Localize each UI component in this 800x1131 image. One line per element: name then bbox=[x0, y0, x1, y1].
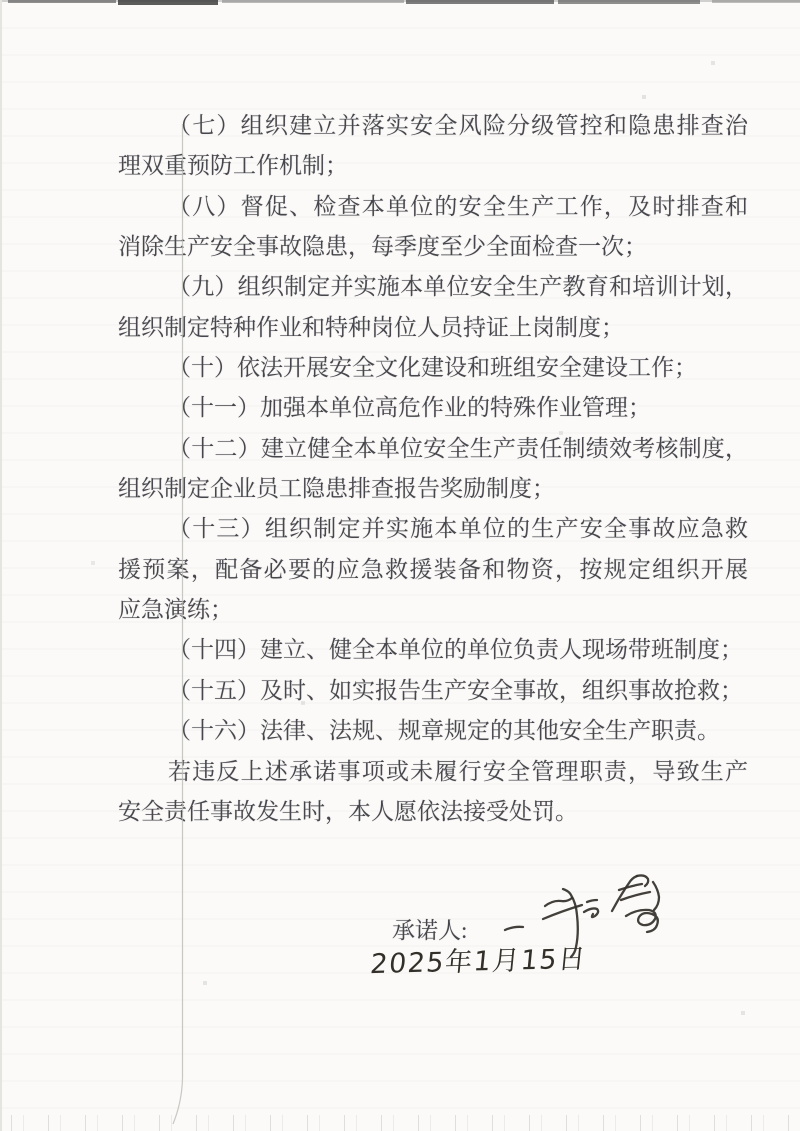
scan-edge-artifact bbox=[558, 0, 700, 4]
document-line: （十）依法开展安全文化建设和班组安全建设工作； bbox=[168, 355, 697, 381]
scan-edge-artifact bbox=[406, 0, 554, 4]
scan-edge-artifact bbox=[712, 0, 800, 3]
document-line: （十四）建立、健全本单位的单位负责人现场带班制度； bbox=[168, 637, 743, 663]
scan-left-edge bbox=[0, 0, 2, 1131]
document-line: （十一）加强本单位高危作业的特殊作业管理； bbox=[168, 395, 651, 421]
document-line: （七）组织建立并落实安全风险分级管控和隐患排查治 bbox=[168, 113, 748, 138]
scan-speckle-noise bbox=[0, 0, 2, 2]
scan-edge-artifact bbox=[8, 0, 116, 3]
document-line: 组织制定特种作业和特种岗位人员持证上岗制度； bbox=[118, 314, 624, 340]
document-line: 应急演练； bbox=[118, 597, 233, 623]
document-line: （十六）法律、法规、规章规定的其他安全生产职责。 bbox=[168, 718, 720, 744]
document-line: 消除生产安全事故隐患，每季度至少全面检查一次； bbox=[118, 234, 647, 260]
document-line: 理双重预防工作机制； bbox=[118, 153, 348, 179]
document-line: （八）督促、检查本单位的安全生产工作，及时排查和 bbox=[168, 193, 748, 219]
scan-bottom-noise bbox=[0, 1115, 800, 1131]
document-line: 安全责任事故发生时，本人愿依法接受处罚。 bbox=[118, 798, 578, 824]
document-line: 若违反上述承诺事项或未履行安全管理职责，导致生产 bbox=[168, 758, 748, 784]
document-line: （九）组织制定并实施本单位安全生产教育和培训计划， bbox=[168, 274, 748, 300]
document-line: （十五）及时、如实报告生产安全事故，组织事故抢救； bbox=[168, 677, 743, 703]
scan-edge-artifact bbox=[118, 0, 218, 5]
signature-date: 2025年1月15日 bbox=[368, 943, 589, 981]
document-line: （十二）建立健全本单位安全生产责任制绩效考核制度， bbox=[168, 435, 748, 461]
scan-edge-artifact bbox=[222, 0, 404, 3]
document-line: 组织制定企业员工隐患排查报告奖励制度； bbox=[118, 476, 555, 502]
document-line: 援预案，配备必要的应急救援装备和物资，按规定组织开展 bbox=[118, 556, 748, 582]
signatory-label: 承诺人: bbox=[392, 918, 468, 943]
document-line: （十三）组织制定并实施本单位的生产安全事故应急救 bbox=[168, 516, 748, 542]
document-body bbox=[118, 106, 748, 832]
